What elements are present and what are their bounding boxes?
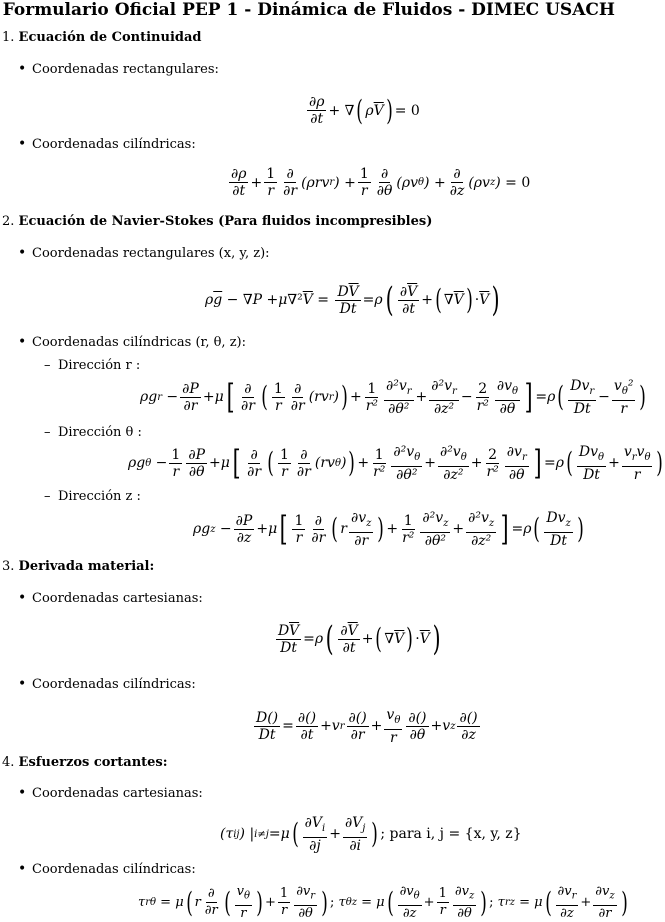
navier-stokes-theta-equation: ρg θ − $\frac{1}{r}$ ∂P ∂θ + μ [ ∂ ∂r ( 1 r ∂ ∂r (rv θ ) ) + $\frac{1}{\text{r²}}$ $\partial^2v_\theta$ ∂θ² + $\frac{\partial^2v_\theta}{\text{∂z²}}$ + $\frac{2}{\text{r²}}$ $\partial v_r$ ∂θ ] = ρ ( $Dv_\theta$ Dt + $v_rv_\theta$ r ) bbox=[128, 443, 664, 484]
bullet-ns-rect: • Coordenadas rectangulares (x, y, z): bbox=[32, 246, 270, 261]
section-3 bbox=[2, 559, 154, 574]
bullet-cont-rect: • Coordenadas rectangulares: bbox=[32, 62, 219, 77]
continuity-cyl-equation: ∂ρ ∂t + $\frac{1}{r}$ ∂ ∂r (ρrv r ) + $\frac{1}{r}$ ∂ ∂θ (ρv θ ) + ∂ ∂z (ρv z ) = 0 bbox=[231, 166, 531, 199]
material-derivative-cyl-equation: $\frac{D()}{Dt}$ = ∂() ∂t + v r ∂() ∂r + $\frac{v_\theta}{r}$ ∂() ∂θ + v z ∂() ∂z bbox=[256, 707, 478, 746]
navier-stokes-z-equation: ρg z − $\frac{\partial P}{\partial z}$ + μ [ 1 r ∂ ∂r ( r $\partial v_z$ ∂r ) + $\frac{1}{\text{r²}}$ $\partial^2v_z$ ∂θ² + $\frac{\partial^2v_z}{\text{∂z²}}$ ] = ρ ( $Dv_z$ Dt ) bbox=[193, 509, 584, 550]
section-title: Derivada material: bbox=[18, 559, 155, 574]
section-number: 4. bbox=[2, 755, 15, 770]
bullet-mat-cyl: • Coordenadas cilíndricas: bbox=[32, 677, 196, 692]
bullet-ns-cyl: • Coordenadas cilíndricas (r, θ, z): bbox=[32, 335, 246, 350]
section-title: Esfuerzos cortantes: bbox=[18, 755, 168, 770]
material-derivative-cart-equation: $\frac{D\overline{V}}{Dt}$ = ρ ( $\partial\overline{V}$ ∂t + ( ∇ $\overline{V}$ ) · $\overline{V}$ ) bbox=[278, 619, 441, 659]
direction-r: – Dirección r : bbox=[58, 358, 140, 373]
section-2 bbox=[2, 214, 432, 229]
bullet-shear-cyl: • Coordenadas cilíndricas: bbox=[32, 862, 196, 877]
navier-stokes-rect-equation: ρ $\overline{g}$ − ∇ P + μ ∇² $\overline{V}$ = $\frac{D\overline{V}}{Dt}$ = ρ ( $\partial\overline{V}$ ∂t + ( ∇ $\overline{V}$ ) · $\overline{V}$ ) bbox=[205, 280, 500, 320]
continuity-rect-equation: ∂ρ ∂t + ∇ ( ρ $\overline{V}$ ) = 0 bbox=[309, 93, 420, 127]
section-number: 1. bbox=[2, 30, 15, 45]
direction-theta: – Dirección θ : bbox=[58, 425, 142, 440]
shear-cart-tail: ; para i, j = {x, y, z} bbox=[380, 826, 522, 843]
shear-cart-equation: (τ ij ) | i≠j = μ ( $\partial V_i$ ∂j + $\frac{\partial V_j}{\partial i}$ ) ; para i, j = {x, y, z} bbox=[220, 815, 522, 854]
section-4 bbox=[2, 755, 168, 770]
bullet-cont-cyl: • Coordenadas cilíndricas: bbox=[32, 137, 196, 152]
bullet-shear-cart: • Coordenadas cartesianas: bbox=[32, 786, 203, 801]
section-number: 3. bbox=[2, 559, 15, 574]
shear-cyl-equation: τ rθ = μ ( r ∂ ∂r ( $v_\theta$ r ) + $\frac{1}{r}$ $\partial v_r$ ∂θ ) ; τ θz = μ ( $\partial v_\theta$ ∂z + $\frac{1}{r}$ $\partial v_z$ ∂θ ) ; τ rz = μ ( $\partial v_r$ ∂z + $\frac{\partial v_z}{\partial r}$ ) bbox=[138, 884, 628, 921]
navier-stokes-r-equation: ρg r − $\frac{\partial P}{\partial r}$ + μ [ ∂ ∂r ( 1 r ∂ ∂r (rv r ) ) + $\frac{1}{\text{r²}}$ $\partial^2v_r$ ∂θ² + $\frac{\partial^2v_r}{\text{∂z²}}$ − $\frac{2}{\text{r²}}$ $\partial v_\theta$ ∂θ ] = ρ ( $Dv_r$ Dt − $\frac{v_\theta^2}{r}$ ) bbox=[140, 377, 647, 418]
section-number: 2. bbox=[2, 214, 15, 229]
section-1 bbox=[2, 30, 202, 45]
bullet-mat-cart: • Coordenadas cartesianas: bbox=[32, 591, 203, 606]
section-title: Ecuación de Navier-Stokes (Para fluidos incompresibles) bbox=[18, 214, 433, 229]
direction-z: – Dirección z : bbox=[58, 489, 141, 504]
section-title: Ecuación de Continuidad bbox=[18, 30, 202, 45]
page-title: Formulario Oficial PEP 1 - Dinámica de Fluidos - DIMEC USACH bbox=[2, 0, 615, 20]
